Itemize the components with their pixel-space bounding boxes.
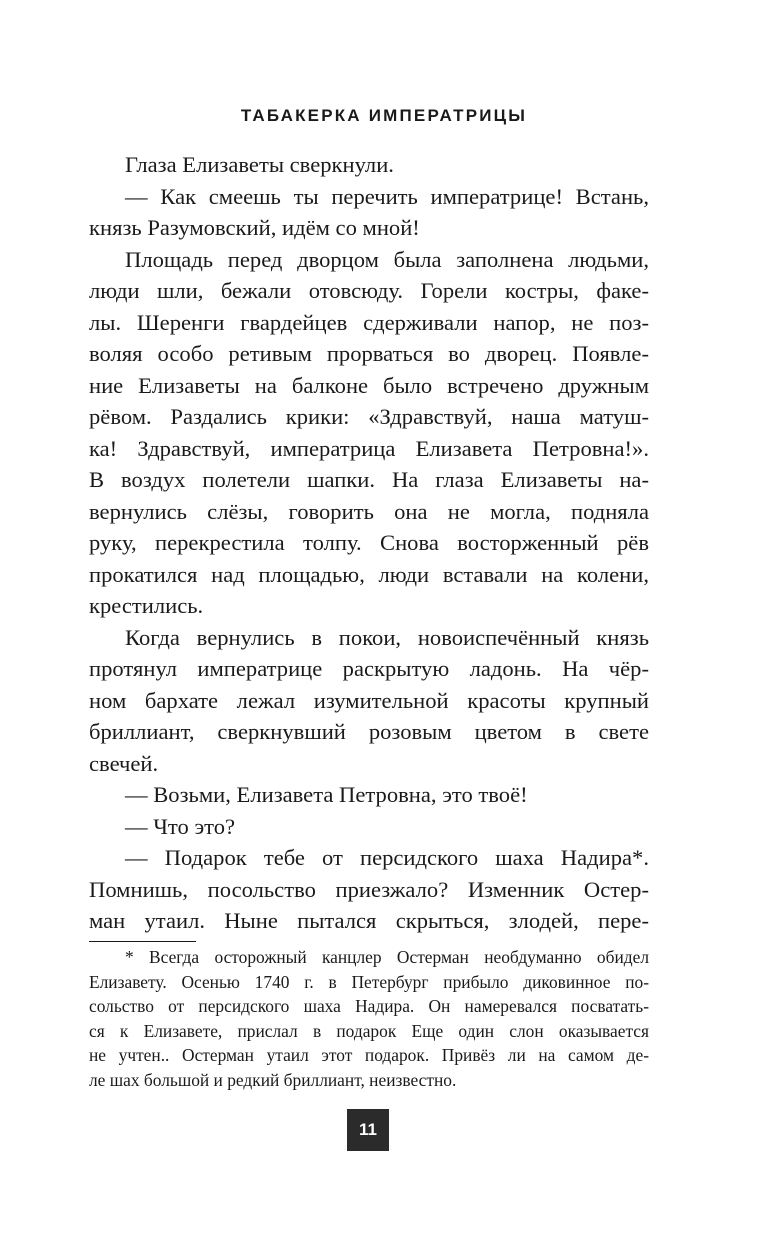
text-line: протянул императрице раскрытую ладонь. На чёр- [89,656,649,681]
text-line: князь Разумовский, идём со мной! [89,215,420,240]
running-title: ТАБАКЕРКА ИМПЕРАТРИЦЫ [240,106,528,125]
footnote [89,945,649,1093]
text-line: Помнишь, посольство приезжало? Изменник Остер- [89,876,649,902]
text-line: крестились. [89,593,204,618]
page-number: 11 [347,1109,389,1151]
text-line: Когда вернулись в покои, новоиспечённый князь [125,624,649,650]
text-line: — Подарок тебе от персидского шаха Надира*. [125,845,649,870]
footnote-line: Елизавету. Осенью 1740 г. в Петербург прибыло диковинное по- [89,971,649,992]
text-line: руку, перекрестила толпу. Снова восторженный рёв [89,530,649,555]
text-line: воляя особо ретивым прорваться во дворец. Появле- [89,341,649,366]
text-line: лы. Шеренги гвардейцев сдерживали напор, не поз- [89,309,649,335]
footnote-rule [89,941,196,942]
text-line: ман утаил. Ныне пытался скрыться, злодей, пере- [89,908,649,933]
text-line: прокатился над площадью, люди вставали на колени, [89,561,649,587]
text-line: вернулись слёзы, говорить она не могла, подняла [89,498,649,524]
footnote-line: не учтен.. Остерман утаил этот подарок. Привёз ли на самом де- [89,1045,649,1066]
footnote-line: * Всегда осторожный канцлер Остерман необдуманно обидел [125,947,649,967]
text-line: люди шли, бежали отовсюду. Горели костры, факе- [89,278,649,303]
text-line: бриллиант, сверкнувший розовым цветом в свете [89,719,649,744]
footnote-line: ле шах большой и редкий бриллиант, неизвестно. [89,1069,457,1090]
text-line: ка! Здравствуй, императрица Елизавета Петровна!». [89,435,649,461]
text-line: рёвом. Раздались крики: «Здравствуй, наша матуш- [89,404,649,429]
text-line: свечей. [89,750,159,776]
text-line: Площадь перед дворцом была заполнена людьми, [125,246,649,272]
text-line: ном бархате лежал изумительной красоты крупный [89,687,649,713]
text-line: — Возьми, Елизавета Петровна, это твоё! [125,782,528,807]
main-text [89,149,649,937]
text-line: ние Елизаветы на балконе было встречено дружным [89,372,649,398]
text-line: — Что это? [125,813,236,839]
footnote-line: ся к Елизавете, прислал в подарок Еще один слон оказывается [89,1020,649,1041]
footnote-line: сольство от персидского шаха Надира. Он намеревался посватать- [89,996,649,1017]
text-line: — Как смеешь ты перечить императрице! Встань, [125,183,649,209]
text-line: Глаза Елизаветы сверкнули. [125,152,394,177]
text-line: В воздух полетели шапки. На глаза Елизаветы на- [89,467,649,492]
